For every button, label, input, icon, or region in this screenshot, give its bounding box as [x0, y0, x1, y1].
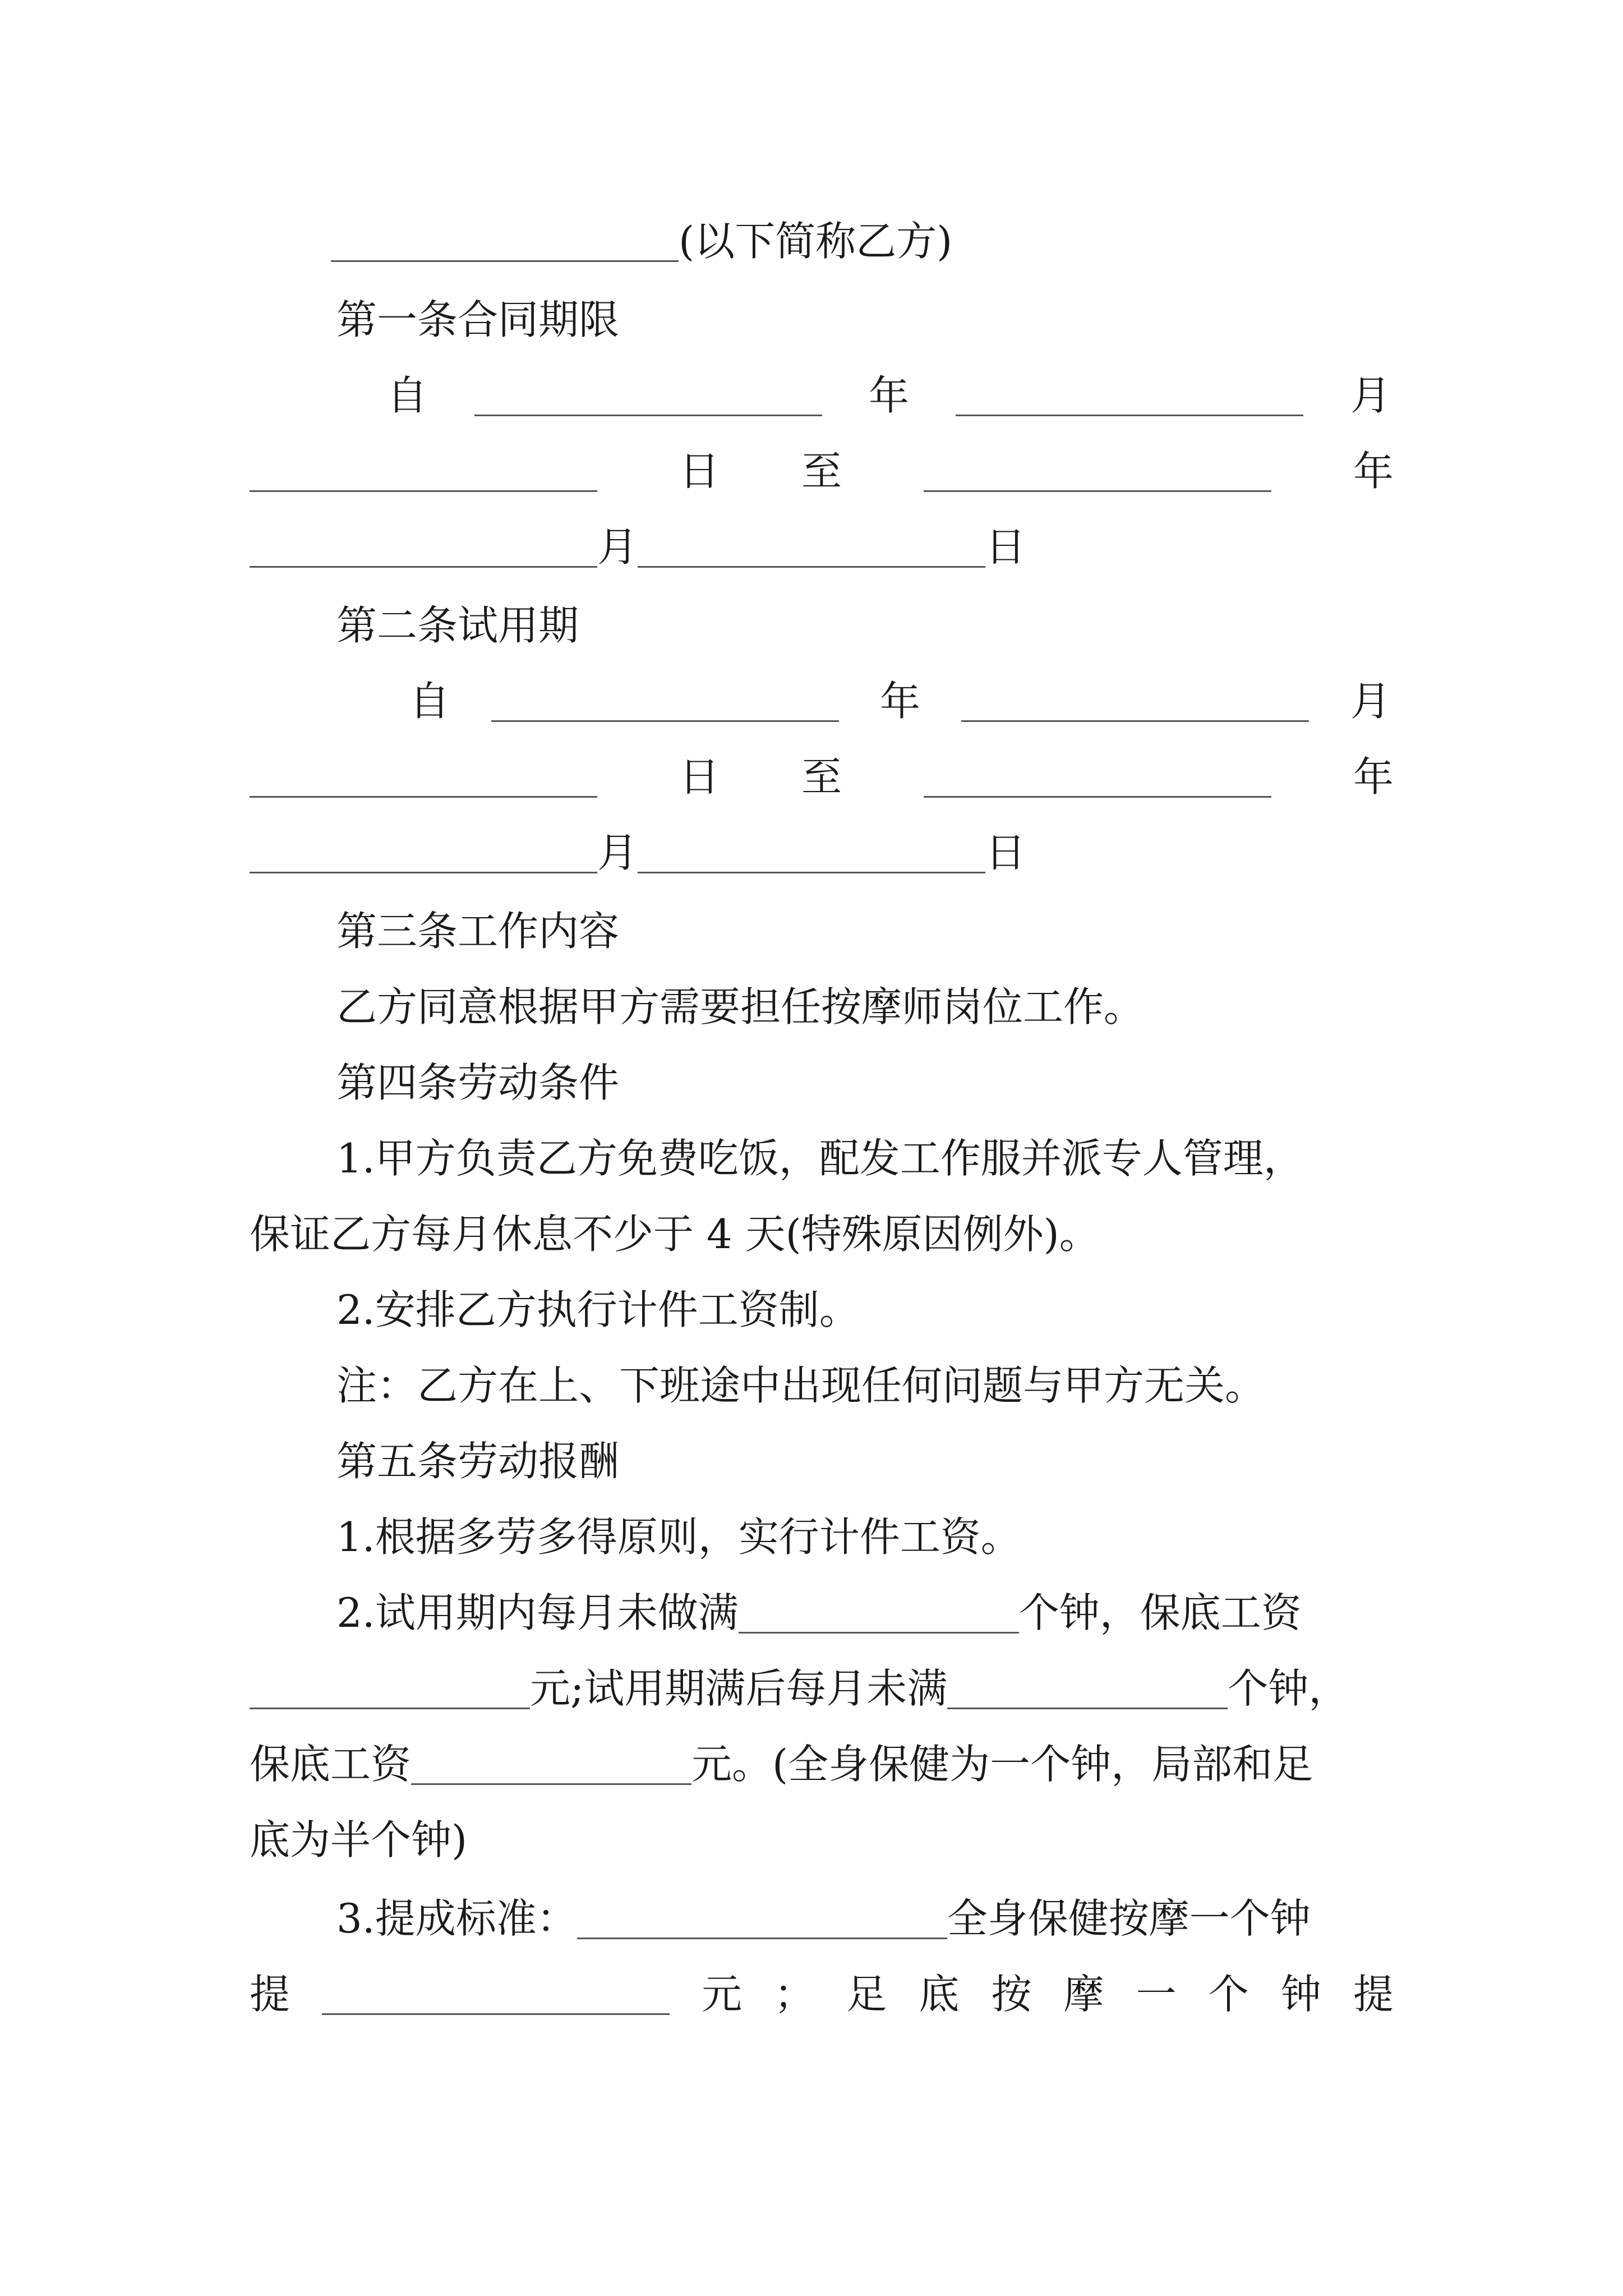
- party-b-line: [331, 216, 1396, 266]
- day-label: 日: [679, 753, 720, 800]
- month-label: 月: [1350, 678, 1391, 725]
- text-segment: 2.试用期内每月未做满: [336, 1589, 739, 1636]
- article-2-date-line-3: [250, 827, 1394, 878]
- article-4-item-2: 2.安排乙方执行计件工资制。: [336, 1286, 860, 1333]
- article-5-item-3-line-1: [336, 1893, 1481, 1944]
- text-segment: 个钟，保底工资: [1018, 1589, 1302, 1636]
- char: 元: [702, 1971, 743, 2018]
- text-segment: 提: [250, 1971, 291, 2018]
- full-body-commission-blank: [322, 1975, 670, 2015]
- day-blank: [638, 528, 985, 568]
- char: 足: [846, 1971, 887, 2018]
- month-blank: [956, 376, 1303, 416]
- article-5-item-2-line-4: 底为半个钟): [250, 1816, 468, 1864]
- text-segment: 保底工资: [250, 1741, 412, 1788]
- day-label: 日: [985, 523, 1026, 570]
- article-5-title: 第五条劳动报酬: [336, 1438, 620, 1485]
- char: 提: [1353, 1971, 1394, 2018]
- article-3-title: 第三条工作内容: [336, 908, 620, 955]
- year-label: 年: [868, 372, 909, 419]
- to-label: 至: [801, 448, 842, 495]
- day-blank: [638, 834, 985, 873]
- day-blank: [250, 452, 597, 492]
- year-label: 年: [879, 678, 920, 725]
- to-label: 至: [801, 753, 842, 800]
- article-5-item-2-line-1: [336, 1588, 1481, 1638]
- from-label: 自: [387, 372, 428, 419]
- month-blank: [250, 834, 597, 873]
- day-label: 日: [985, 829, 1026, 876]
- article-2-title: 第二条试用期: [336, 602, 579, 649]
- article-4-title: 第四条劳动条件: [336, 1059, 620, 1106]
- char: 按: [991, 1971, 1032, 2018]
- article-1-date-line-2: [250, 446, 1394, 496]
- year-blank: [924, 758, 1271, 798]
- month-label: 月: [597, 523, 638, 570]
- article-1-date-line-1: [387, 370, 1391, 421]
- article-2-date-line-2: [250, 752, 1394, 802]
- trial-base-wage-blank: [250, 1669, 530, 1709]
- party-b-label: (以下简称乙方): [679, 218, 953, 265]
- text-segment: 元。(全身保健为一个钟，局部和足: [691, 1741, 1313, 1788]
- article-5-item-1: 1.根据多劳多得原则，实行计件工资。: [336, 1513, 1021, 1561]
- article-4-item-1-line-2: 保证乙方每月休息不少于 4 天(特殊原因例外)。: [250, 1211, 1100, 1258]
- article-5-item-2-line-3: [250, 1739, 1394, 1789]
- article-4-note: 注：乙方在上、下班途中出现任何问题与甲方无关。: [336, 1362, 1266, 1409]
- from-label: 自: [409, 678, 450, 725]
- article-3-body: 乙方同意根据甲方需要担任按摩师岗位工作。: [336, 983, 1145, 1030]
- trial-clock-count-blank: [739, 1594, 1019, 1634]
- text-segment: 全身保健按摩一个钟: [947, 1895, 1311, 1942]
- year-blank: [491, 682, 839, 722]
- char: ；: [774, 1971, 815, 2018]
- day-blank: [250, 758, 597, 798]
- year-label: 年: [1353, 448, 1394, 495]
- month-label: 月: [1350, 372, 1391, 419]
- char: 钟: [1280, 1971, 1321, 2018]
- article-1-title: 第一条合同期限: [336, 296, 620, 343]
- regular-base-wage-blank: [411, 1745, 691, 1785]
- char: 底: [919, 1971, 960, 2018]
- month-blank: [961, 682, 1309, 722]
- party-b-blank: [331, 222, 679, 262]
- article-1-date-line-3: [250, 522, 1394, 572]
- article-5-item-3-line-2: [250, 1969, 1394, 2019]
- commission-blank: [577, 1899, 947, 1939]
- month-label: 月: [597, 829, 638, 876]
- text-segment: 个钟，: [1228, 1665, 1349, 1712]
- year-blank: [474, 376, 822, 416]
- year-blank: [924, 452, 1271, 492]
- article-4-item-1-line-1: 1.甲方负责乙方免费吃饭，配发工作服并派专人管理，: [336, 1135, 1304, 1182]
- month-blank: [250, 528, 597, 568]
- char: 个: [1208, 1971, 1249, 2018]
- text-segment: 元;试用期满后每月未满: [530, 1665, 948, 1712]
- article-2-date-line-1: [409, 676, 1391, 726]
- text-segment: 3.提成标准：: [336, 1895, 577, 1942]
- char: 一: [1136, 1971, 1177, 2018]
- day-label: 日: [679, 448, 720, 495]
- char: 摩: [1063, 1971, 1104, 2018]
- year-label: 年: [1353, 753, 1394, 800]
- regular-clock-count-blank: [947, 1669, 1228, 1709]
- article-5-item-2-line-2: [250, 1663, 1394, 1714]
